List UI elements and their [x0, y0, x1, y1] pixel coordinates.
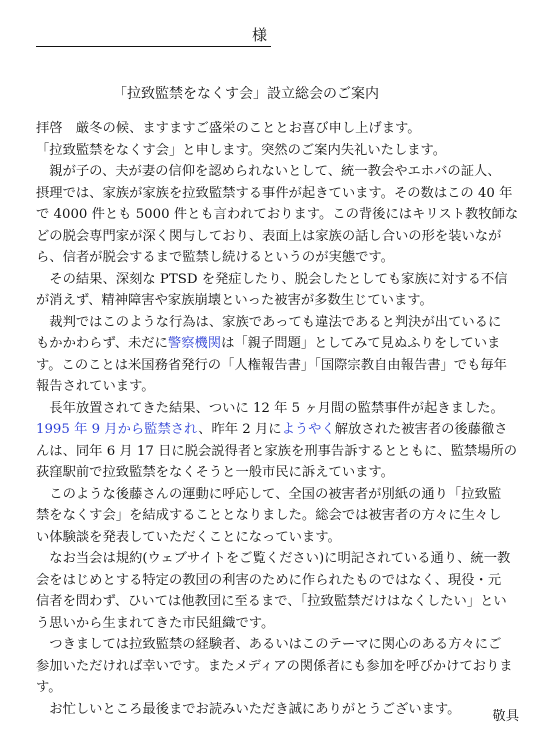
- body-line: [36, 677, 536, 699]
- body-line: [36, 333, 536, 355]
- body-line: [36, 161, 536, 183]
- body-text: 会をはじめとする特定の教団の利害のために作られたものではなく、現役・元: [36, 572, 502, 588]
- body-text: 解放された被害者の後藤徹さ: [334, 422, 508, 437]
- body-text: もかかわらず、未だに: [36, 336, 168, 351]
- body-text: 拝啓 厳冬の候、ますますご盛栄のこととお喜び申し上げます。: [36, 121, 421, 136]
- highlighted-text: 警察機関: [167, 336, 222, 351]
- body-text: つきましては拉致監禁の経験者、あるいはこのテーマに関心のある方々にご: [36, 637, 502, 652]
- body-line: [36, 634, 536, 656]
- body-line: [36, 376, 536, 398]
- body-text: 参加いただければ幸いです。またメディアの関係者にも参加を呼びかけておりま: [36, 658, 513, 674]
- body-text: う思いから生まれてきた市民組織です。: [36, 615, 275, 631]
- body-line: [36, 247, 536, 269]
- body-line: [36, 118, 536, 140]
- body-line: [36, 355, 536, 377]
- closing-signoff: 敬具: [492, 709, 519, 724]
- letter-body: [36, 118, 536, 720]
- body-line: [36, 183, 536, 205]
- body-line: [36, 591, 536, 613]
- body-text: 裁判ではこのような行為は、家族であっても違法であると判決が出ているに: [36, 314, 502, 330]
- body-line: [36, 527, 536, 549]
- body-line: [36, 505, 536, 527]
- body-text: 禁をなくす会」を結成することとなりました。総会では被害者の方々に生々し: [36, 508, 502, 523]
- body-text: 荻窪駅前で拉致監禁をなくそうと一般市民に訴えています。: [36, 465, 394, 480]
- body-text: お忙しいところ最後までお読みいただき誠にありがとうございます。: [36, 701, 461, 717]
- body-text: 、昨年 2 月に: [198, 422, 282, 437]
- body-line: [36, 290, 536, 312]
- body-text: どの脱会専門家が深く関与しており、表面上は家族の話し合いの形を装いなが: [36, 228, 502, 244]
- body-text: んは、同年 6 月 17 日に脱会説得者と家族を刑事告訴するとともに、監禁場所の: [36, 443, 518, 459]
- addressee-underline: [36, 46, 271, 47]
- body-line: [36, 441, 536, 463]
- body-line: [36, 548, 536, 570]
- body-text: ら、信者が脱会するまで監禁し続けるというのが実態です。: [36, 250, 394, 265]
- body-text: が消えず、精神障害や家族崩壊といった被害が多数生じています。: [36, 293, 433, 308]
- body-text: す。このことは米国務省発行の「人権報告書」「国際宗教自由報告書」でも毎年: [36, 357, 507, 373]
- body-text: 信者を問わず、ひいては他教団に至るまで、「拉致監禁だけはなくしたい」とい: [36, 594, 507, 609]
- body-text: す。: [36, 680, 62, 695]
- highlighted-text: ようやく: [281, 422, 335, 437]
- body-text: このような後藤さんの運動に呼応して、全国の被害者が別紙の通り「拉致監: [36, 486, 502, 502]
- body-line: [36, 699, 536, 721]
- body-line: [36, 419, 536, 441]
- body-line: [36, 398, 536, 420]
- body-line: [36, 656, 536, 678]
- body-text: 報告されています。: [36, 379, 155, 394]
- body-text: は「親子問題」としてみて見ぬふりをしていま: [221, 336, 501, 351]
- body-line: [36, 140, 536, 162]
- addressee-honorific: 様: [252, 26, 268, 44]
- body-line: [36, 312, 536, 334]
- body-line: [36, 226, 536, 248]
- body-line: [36, 204, 536, 226]
- highlighted-text: 1995 年 9 月から監禁され: [36, 422, 199, 437]
- body-text: 「拉致監禁をなくす会」と申します。突然のご案内失礼いたします。: [36, 142, 447, 158]
- body-text: い体験談を発表していただくことになっています。: [36, 529, 341, 545]
- body-line: [36, 613, 536, 635]
- body-text: その結果、深刻な PTSD を発症したり、脱会したとしても家族に対する不信: [36, 271, 508, 287]
- body-line: [36, 462, 536, 484]
- body-line: [36, 484, 536, 506]
- body-text: なお当会は規約(ウェブサイトをご覧ください)に明記されている通り、統一教: [36, 551, 511, 566]
- body-text: 親が子の、夫が妻の信仰を認められないとして、統一教会やエホバの証人、: [36, 164, 501, 179]
- document-title: 「拉致監禁をなくす会」設立総会のご案内: [113, 86, 379, 102]
- body-text: 摂理では、家族が家族を拉致監禁する事件が起きています。その数はこの 40 年: [36, 185, 513, 201]
- body-text: で 4000 件とも 5000 件とも言われております。この背後にはキリスト教牧師な: [36, 207, 519, 222]
- body-line: [36, 269, 536, 291]
- body-text: 長年放置されてきた結果、ついに 12 年 5 ヶ月間の監禁事件が起きました。: [36, 400, 504, 416]
- body-line: [36, 570, 536, 592]
